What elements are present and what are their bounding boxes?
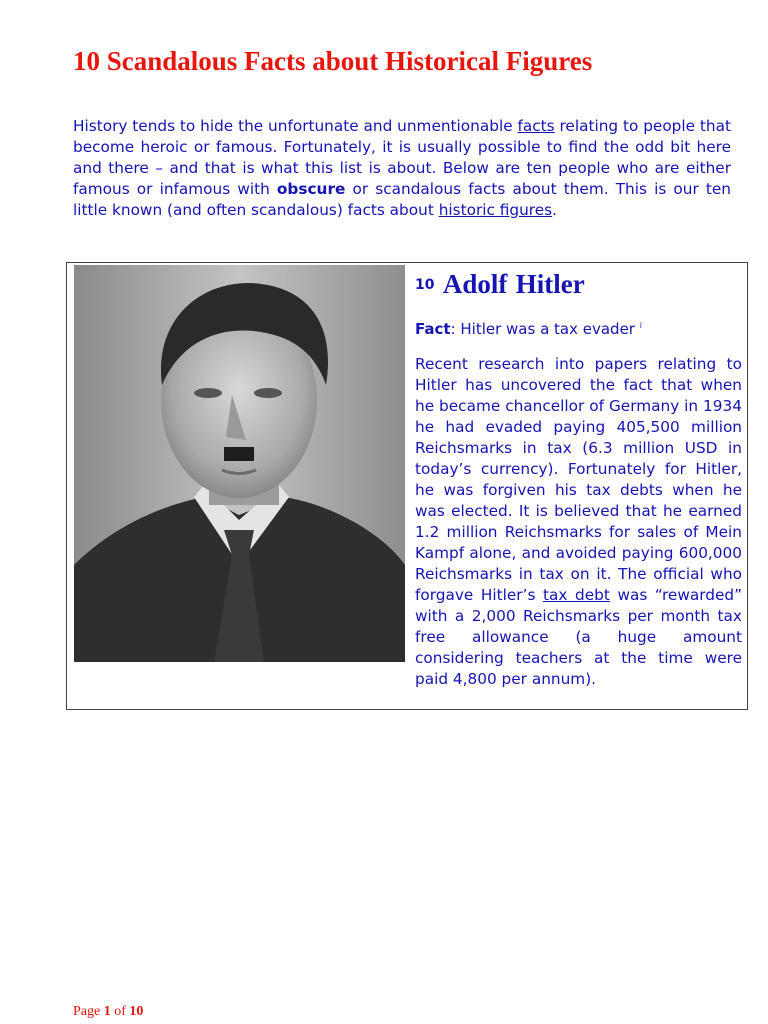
tax-debt-link[interactable]: tax debt	[543, 586, 610, 604]
entry-content	[74, 265, 742, 690]
intro-text-3: or scandalous facts about them. This is our ten little known (and often scandalous) facts about	[73, 180, 732, 219]
entry-box	[66, 262, 748, 710]
intro-text-4: .	[552, 201, 558, 219]
entry-number: 10	[415, 277, 435, 293]
total-pages-number: 10	[129, 1004, 144, 1019]
page-indicator	[73, 1004, 143, 1020]
entry-body-text-1: Recent research into papers relating to Hitler has uncovered the fact that when he became chancellor of Germany in 1934 he had evaded paying 405,500 million Reichsmarks in tax (6.3 million USD in today’s currency). Fortunately for Hitler, he was forgiven his tax debts when he was elected. It is believed that he earned 1.2 million Reichsmarks for sales of Mein Kampf alone, and avoided paying 600,000 Reichsmarks in tax on it. The official who forgave Hitler’s	[415, 355, 742, 604]
facts-link[interactable]: facts	[517, 117, 555, 135]
hitler-link[interactable]: Hitler	[515, 269, 585, 299]
intro-text-2: relating to people that become heroic or famous. Fortunately, it is usually possible to find the odd bit here and there – and that is what this list is about. Below are ten people who are either famous or infamous with	[73, 117, 731, 198]
footnote-marker: i	[639, 321, 642, 330]
entry-first-name: Adolf	[442, 269, 508, 299]
entry-body-text-2: was “rewarded” with a 2,000 Reichsmarks per month tax free allowance (a huge amount considering teachers at the time were paid 4,800 per annum).	[415, 586, 742, 688]
fact-text: : Hitler was a tax evader	[450, 320, 635, 338]
document-title: 10 Scandalous Facts about Historical Figures	[73, 46, 593, 76]
of-word: of	[110, 1004, 130, 1019]
historic-figures-link[interactable]: historic figures	[438, 201, 553, 219]
photo-spacer	[74, 265, 415, 672]
current-page-number: 1	[103, 1004, 111, 1019]
page-word: Page	[73, 1004, 104, 1019]
intro-bold-obscure: obscure	[276, 180, 346, 198]
intro-text-1: History tends to hide the unfortunate and unmentionable	[73, 117, 518, 135]
intro-paragraph	[73, 116, 731, 221]
fact-label: Fact	[415, 320, 451, 338]
